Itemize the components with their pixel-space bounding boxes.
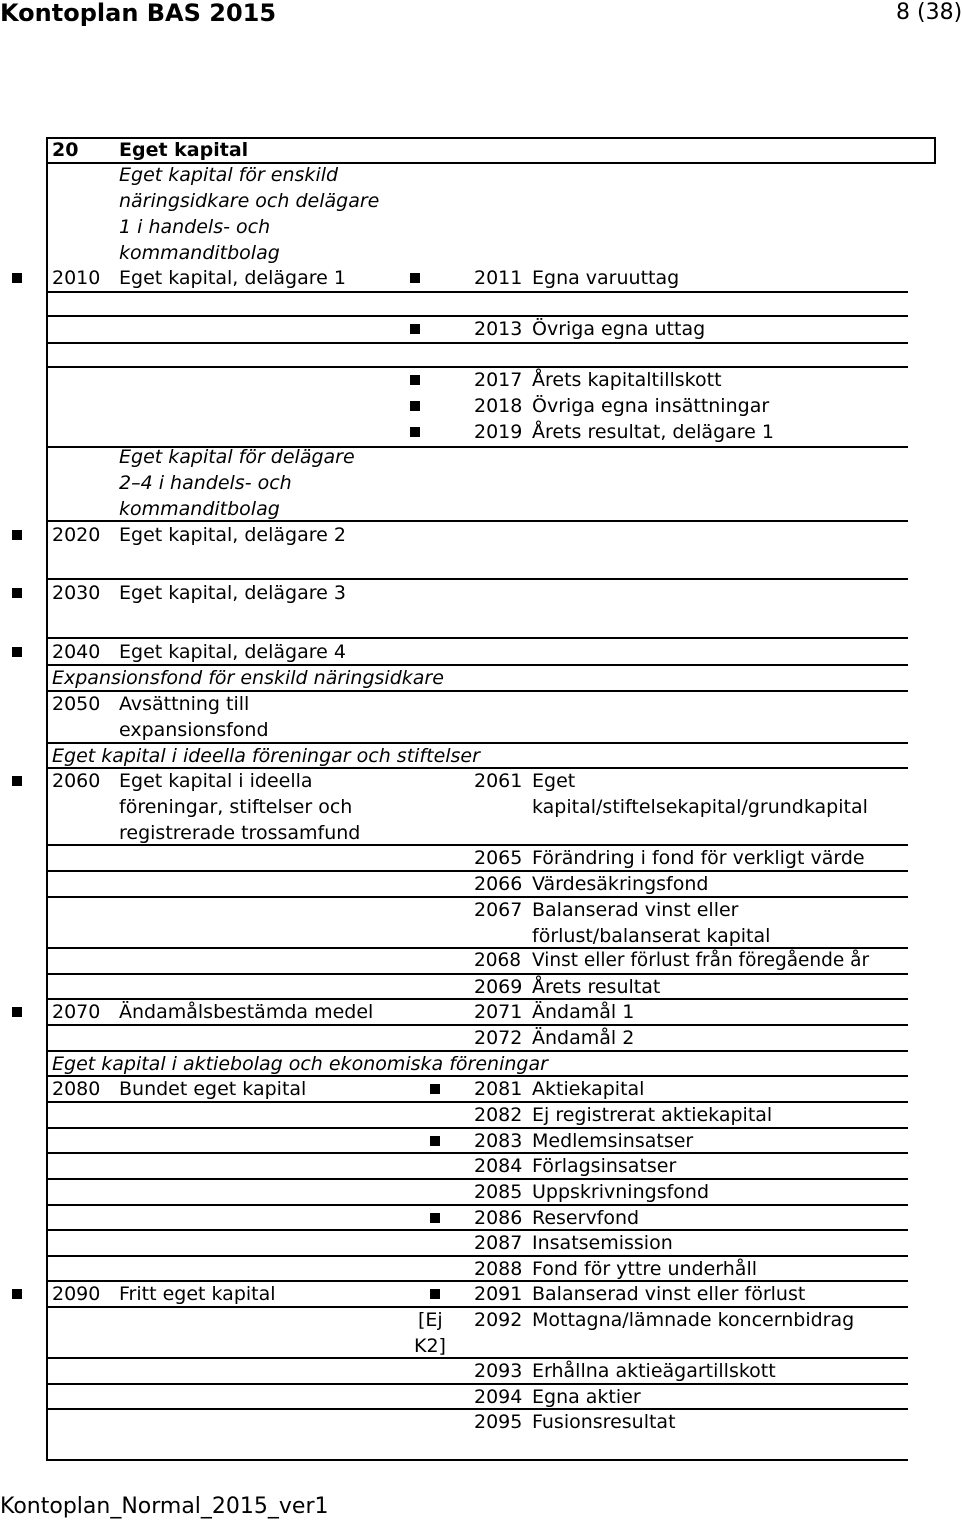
basic-account-marker-icon <box>12 776 22 786</box>
account-number: 2010 <box>52 267 101 289</box>
section-title: Eget kapital <box>119 139 249 161</box>
account-number: 2085 <box>474 1181 523 1203</box>
footer-doc-id: Kontoplan_Normal_2015_ver1 <box>0 1494 329 1519</box>
account-number: 2060 <box>52 770 101 792</box>
account-name: Aktiekapital <box>532 1078 645 1100</box>
not-k2-note: [Ej <box>418 1309 443 1331</box>
account-number: 2018 <box>474 395 523 417</box>
account-number: 2066 <box>474 873 523 895</box>
account-name: Eget kapital, delägare 2 <box>119 524 346 546</box>
account-name: Eget kapital, delägare 1 <box>119 267 346 289</box>
account-name: Värdesäkringsfond <box>532 873 709 895</box>
account-name: Årets kapitaltillskott <box>532 369 722 391</box>
account-number: 2030 <box>52 582 101 604</box>
account-number: 2017 <box>474 369 523 391</box>
basic-account-marker-icon <box>410 324 420 334</box>
account-number: 2092 <box>474 1309 523 1331</box>
account-number: 2072 <box>474 1027 523 1049</box>
account-number: 2011 <box>474 267 523 289</box>
account-name: Eget kapital i ideella <box>119 770 313 792</box>
basic-account-marker-icon <box>430 1289 440 1299</box>
group-heading-delagare-2-4: 2–4 i handels- och <box>119 472 292 494</box>
basic-account-marker-icon <box>410 427 420 437</box>
account-name: föreningar, stiftelser och <box>119 796 353 818</box>
account-name: Förändring i fond för verkligt värde <box>532 847 865 869</box>
account-number: 2065 <box>474 847 523 869</box>
document-title: Kontoplan BAS 2015 <box>0 0 277 27</box>
page-number: 8 (38) <box>896 0 962 25</box>
account-number: 2013 <box>474 318 523 340</box>
basic-account-marker-icon <box>430 1084 440 1094</box>
basic-account-marker-icon <box>410 273 420 283</box>
account-number: 2071 <box>474 1001 523 1023</box>
group-heading-ideella: Eget kapital i ideella föreningar och stiftelser <box>52 745 480 767</box>
account-name: Erhållna aktieägartillskott <box>532 1360 776 1382</box>
account-number: 2050 <box>52 693 101 715</box>
account-name: Fritt eget kapital <box>119 1283 276 1305</box>
basic-account-marker-icon <box>12 647 22 657</box>
group-heading-enskild: näringsidkare och delägare <box>119 190 380 212</box>
account-name: Fusionsresultat <box>532 1411 676 1433</box>
account-number: 2061 <box>474 770 523 792</box>
account-name: Ändamål 2 <box>532 1027 635 1049</box>
account-number: 2091 <box>474 1283 523 1305</box>
table-left-border <box>46 137 48 1460</box>
account-number: 2083 <box>474 1130 523 1152</box>
basic-account-marker-icon <box>410 375 420 385</box>
group-heading-enskild: 1 i handels- och <box>119 216 271 238</box>
account-number: 2088 <box>474 1258 523 1280</box>
account-number: 2081 <box>474 1078 523 1100</box>
basic-account-marker-icon <box>12 1007 22 1017</box>
account-number: 2082 <box>474 1104 523 1126</box>
basic-account-marker-icon <box>410 401 420 411</box>
account-name: Eget <box>532 770 576 792</box>
account-number: 2087 <box>474 1232 523 1254</box>
account-name: Ändamål 1 <box>532 1001 635 1023</box>
account-name: Medlemsinsatser <box>532 1130 694 1152</box>
account-name: förlust/balanserat kapital <box>532 925 771 947</box>
account-name: Övriga egna uttag <box>532 318 706 340</box>
account-name: kapital/stiftelsekapital/grundkapital <box>532 796 868 818</box>
section-number: 20 <box>52 139 79 161</box>
account-name: Förlagsinsatser <box>532 1155 677 1177</box>
account-name: Eget kapital, delägare 4 <box>119 641 346 663</box>
account-name: Årets resultat <box>532 976 661 998</box>
basic-account-marker-icon <box>12 273 22 283</box>
account-number: 2020 <box>52 524 101 546</box>
account-name: Reservfond <box>532 1207 640 1229</box>
account-number: 2070 <box>52 1001 101 1023</box>
account-name: Uppskrivningsfond <box>532 1181 710 1203</box>
account-name: Ej registrerat aktiekapital <box>532 1104 773 1126</box>
account-name: Avsättning till <box>119 693 250 715</box>
account-number: 2093 <box>474 1360 523 1382</box>
account-number: 2080 <box>52 1078 101 1100</box>
group-heading-enskild: kommanditbolag <box>119 242 280 264</box>
account-name: Ändamålsbestämda medel <box>119 1001 374 1023</box>
basic-account-marker-icon <box>12 530 22 540</box>
account-name: Egna varuuttag <box>532 267 680 289</box>
account-name: Fond för yttre underhåll <box>532 1258 758 1280</box>
row-divider <box>46 291 908 293</box>
group-heading-delagare-2-4: Eget kapital för delägare <box>119 446 355 468</box>
row-divider <box>46 342 908 344</box>
account-number: 2019 <box>474 421 523 443</box>
group-heading-delagare-2-4: kommanditbolag <box>119 498 280 520</box>
basic-account-marker-icon <box>12 588 22 598</box>
account-name: Mottagna/lämnade koncernbidrag <box>532 1309 855 1331</box>
account-number: 2067 <box>474 899 523 921</box>
account-number: 2086 <box>474 1207 523 1229</box>
account-number: 2069 <box>474 976 523 998</box>
account-name: Insatsemission <box>532 1232 673 1254</box>
account-name: Balanserad vinst eller <box>532 899 739 921</box>
group-heading-aktiebolag: Eget kapital i aktiebolag och ekonomiska föreningar <box>52 1053 548 1075</box>
account-number: 2094 <box>474 1386 523 1408</box>
group-heading-expansionsfond: Expansionsfond för enskild näringsidkare <box>52 667 444 689</box>
account-name: Bundet eget kapital <box>119 1078 307 1100</box>
not-k2-note: K2] <box>414 1335 446 1357</box>
account-number: 2090 <box>52 1283 101 1305</box>
account-number: 2040 <box>52 641 101 663</box>
basic-account-marker-icon <box>430 1136 440 1146</box>
basic-account-marker-icon <box>12 1289 22 1299</box>
account-name: Övriga egna insättningar <box>532 395 770 417</box>
account-number: 2084 <box>474 1155 523 1177</box>
account-name: Egna aktier <box>532 1386 641 1408</box>
row-divider <box>46 1459 908 1461</box>
basic-account-marker-icon <box>430 1213 440 1223</box>
account-name: expansionsfond <box>119 719 269 741</box>
account-name: registrerade trossamfund <box>119 822 361 844</box>
account-name: Vinst eller förlust från föregående år <box>532 950 870 971</box>
row-divider <box>46 446 908 448</box>
account-number: 2095 <box>474 1411 523 1433</box>
group-heading-enskild: Eget kapital för enskild <box>119 164 339 186</box>
account-name: Årets resultat, delägare 1 <box>532 421 774 443</box>
account-number: 2068 <box>474 950 522 971</box>
account-name: Eget kapital, delägare 3 <box>119 582 346 604</box>
account-name: Balanserad vinst eller förlust <box>532 1283 806 1305</box>
